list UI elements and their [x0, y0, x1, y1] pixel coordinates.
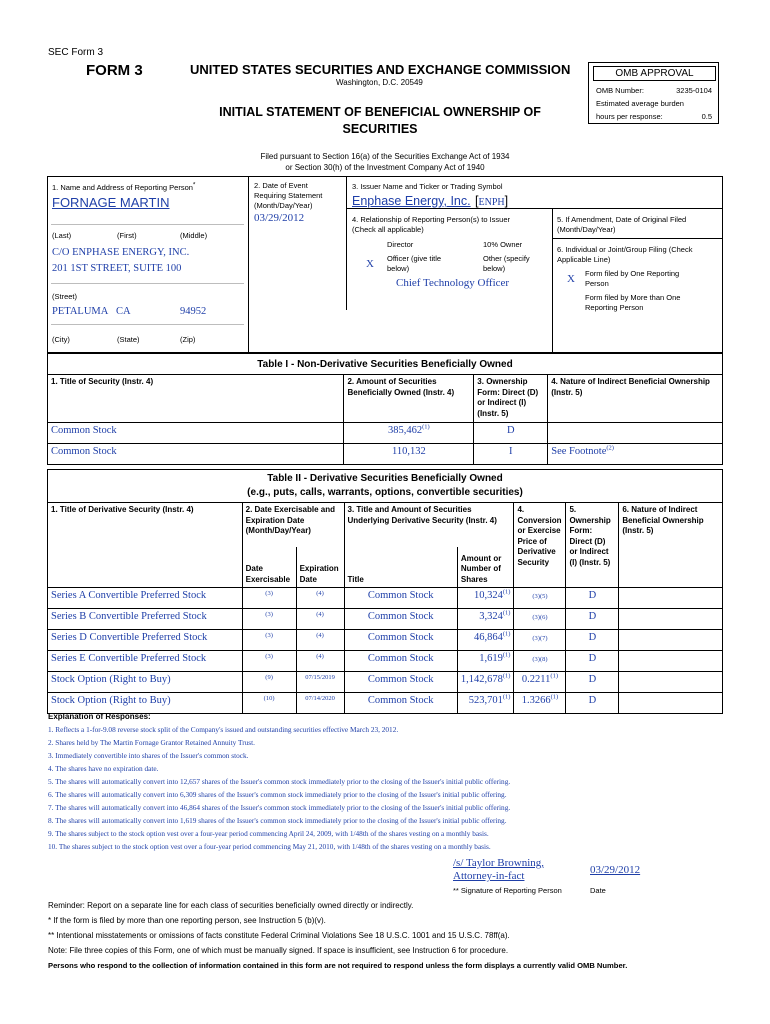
- box3-label: 3. Issuer Name and Ticker or Trading Symbol: [352, 182, 503, 191]
- derivative-title: Series E Convertible Preferred Stock: [48, 651, 243, 672]
- omb-approval-box: [588, 62, 719, 124]
- omb-hours-value: 0.5: [701, 112, 712, 121]
- underlying-amount: 3,324: [479, 611, 503, 622]
- expiration-date: (4): [296, 651, 344, 672]
- statement-line-1: INITIAL STATEMENT OF BENEFICIAL OWNERSHIP OF: [219, 105, 541, 119]
- security-title: Common Stock: [48, 423, 344, 444]
- ownership-form: D: [474, 423, 548, 444]
- box1-label: 1. Name and Address of Reporting Person*: [52, 181, 196, 192]
- table2-col3b: Amount or Number of Shares: [457, 547, 514, 588]
- underlying-amount: 1,142,678: [460, 674, 503, 685]
- explanation-item: 1. Reflects a 1-for-9.08 reverse stock split of the Company's issued and outstanding securities effective March 23, 2012.: [48, 725, 399, 734]
- derivative-title: Stock Option (Right to Buy): [48, 672, 243, 693]
- table1-col2: 2. Amount of Securities Beneficially Owned (Instr. 4): [344, 375, 474, 423]
- footer-notes: [48, 898, 728, 973]
- omb-approval-title: OMB APPROVAL: [593, 66, 716, 81]
- omb-number-value: 3235-0104: [676, 86, 712, 95]
- omb-hours-label: hours per response:: [596, 112, 663, 121]
- middle-label: (Middle): [180, 231, 208, 240]
- underlying-title: Common Stock: [344, 630, 457, 651]
- address-line-1: C/O ENPHASE ENERGY, INC.: [52, 247, 190, 258]
- explanation-item: 8. The shares will automatically convert into 1,619 shares of the Issuer's common stock immediately prior to the closing of the Issuer's initial public offering.: [48, 816, 507, 825]
- reporting-person-name[interactable]: FORNAGE MARTIN: [52, 195, 170, 210]
- filed-line-1: Filed pursuant to Section 16(a) of the Securities Exchange Act of 1934: [260, 152, 510, 161]
- table-row: Stock Option (Right to Buy) (9) 07/15/2019 Common Stock 1,142,678$^{(1)}$ 0.2211$^{(1)}$ D: [48, 672, 723, 693]
- officer-check-mark[interactable]: X: [366, 258, 374, 270]
- form-number: FORM 3: [86, 62, 143, 79]
- address-line-2: 201 1ST STREET, SUITE 100: [52, 263, 182, 274]
- box6-label: 6. Individual or Joint/Group Filing (Check Applicable Line): [557, 245, 693, 264]
- explanation-list: [48, 723, 718, 853]
- expiration-date: 07/15/2019: [296, 672, 344, 693]
- issuer-name-link[interactable]: Enphase Energy, Inc.: [352, 194, 471, 208]
- date-exercisable: (10): [242, 693, 296, 714]
- underlying-title: Common Stock: [344, 672, 457, 693]
- signature-name: /s/ Taylor Browning, Attorney-in-fact: [453, 857, 544, 882]
- box5-label: 5. If Amendment, Date of Original Filed (Month/Day/Year): [557, 215, 687, 234]
- derivative-title: Stock Option (Right to Buy): [48, 693, 243, 714]
- state-label: (State): [117, 335, 140, 344]
- date-exercisable: (3): [242, 588, 296, 609]
- footer-reminder: Reminder: Report on a separate line for each class of securities beneficially owned directly or indirectly.: [48, 901, 414, 910]
- footer-misstatements: ** Intentional misstatements or omissions of facts constitute Federal Criminal Violations See 18 U.S.C. 1001 and 15 U.S.C. 78ff(a).: [48, 931, 510, 940]
- exercise-price: 1.3266: [521, 695, 551, 706]
- date-label: Date: [590, 886, 606, 895]
- signature-label: ** Signature of Reporting Person: [453, 886, 562, 895]
- filed-line-2: or Section 30(h) of the Investment Company Act of 1940: [285, 162, 485, 172]
- derivative-title: Series B Convertible Preferred Stock: [48, 609, 243, 630]
- ownership-form: D: [566, 609, 619, 630]
- city-label: (City): [52, 335, 70, 344]
- commission-title: UNITED STATES SECURITIES AND EXCHANGE COMMISSION: [190, 62, 571, 77]
- security-amount: 110,132: [392, 446, 426, 457]
- commission-address: Washington, D.C. 20549: [336, 78, 423, 87]
- ten-pct-owner-option[interactable]: 10% Owner: [483, 240, 523, 249]
- ownership-form: D: [566, 651, 619, 672]
- date-exercisable: (3): [242, 609, 296, 630]
- zip-label: (Zip): [180, 335, 196, 344]
- event-date: 03/29/2012: [254, 212, 305, 224]
- table1-col4: 4. Nature of Indirect Beneficial Ownership (Instr. 5): [548, 375, 723, 423]
- table2-col6: 6. Nature of Indirect Beneficial Ownership (Instr. 5): [619, 503, 723, 588]
- underlying-title: Common Stock: [344, 588, 457, 609]
- explanation-item: 9. The shares subject to the stock option vest over a four-year period commencing April 24, 2009, with 1/48th of the shares vesting on a monthly basis.: [48, 829, 489, 838]
- date-exercisable: (3): [242, 630, 296, 651]
- underlying-title: Common Stock: [344, 609, 457, 630]
- other-option[interactable]: Other (specify below): [483, 254, 530, 273]
- date-exercisable: (9): [242, 672, 296, 693]
- table-derivative: [47, 469, 723, 714]
- footer-omb-notice: Persons who respond to the collection of information contained in this form are not required to respond unless the form displays a currently valid OMB Number.: [48, 961, 628, 970]
- ownership-form: I: [474, 444, 548, 465]
- exercise-price: (3)(7): [532, 635, 548, 642]
- one-person-option[interactable]: Form filed by One Reporting Person: [585, 269, 680, 288]
- security-title: Common Stock: [48, 444, 344, 465]
- derivative-title: Series A Convertible Preferred Stock: [48, 588, 243, 609]
- table-non-derivative: [47, 353, 723, 465]
- more-person-option[interactable]: Form filed by More than One Reporting Person: [585, 293, 681, 312]
- underlying-amount: 46,864: [474, 632, 503, 643]
- officer-title: Chief Technology Officer: [396, 277, 510, 289]
- signature-date: 03/29/2012: [590, 864, 641, 876]
- footer-file-copies: Note: File three copies of this Form, one of which must be manually signed. If space is insufficient, see Instruction 6 for procedure.: [48, 946, 509, 955]
- table1-col3: 3. Ownership Form: Direct (D) or Indirect (I) (Instr. 5): [474, 375, 548, 423]
- exercise-price: 0.2211: [521, 674, 551, 685]
- date-exercisable: (3): [242, 651, 296, 672]
- box2-label: 2. Date of Event Requiring Statement (Month/Day/Year): [254, 181, 323, 210]
- sec-form-label: SEC Form 3: [48, 47, 104, 58]
- omb-number-label: OMB Number:: [596, 86, 644, 95]
- underlying-title: Common Stock: [344, 651, 457, 672]
- ownership-form: D: [566, 588, 619, 609]
- explanation-item: 6. The shares will automatically convert into 6,309 shares of the Issuer's common stock immediately prior to the closing of the Issuer's initial public offering.: [48, 790, 507, 799]
- table2-col3a: Title: [344, 547, 457, 588]
- explanation-item: 4. The shares have no expiration date.: [48, 764, 159, 773]
- table-row: Series D Convertible Preferred Stock (3) (4) Common Stock 46,864$^{(1)}$ (3)(7) D: [48, 630, 723, 651]
- table2-col2a: Date Exercisable: [242, 547, 296, 588]
- underlying-amount: 523,701: [468, 695, 503, 706]
- explanation-item: 2. Shares held by The Martin Fornage Grantor Retained Annuity Trust.: [48, 738, 255, 747]
- statement-line-2: SECURITIES: [342, 122, 418, 136]
- underlying-title: Common Stock: [344, 693, 457, 714]
- street-label: (Street): [52, 292, 78, 301]
- last-label: (Last): [52, 231, 72, 240]
- expiration-date: 07/14/2020: [296, 693, 344, 714]
- exercise-price: (3)(5): [532, 593, 548, 600]
- explanation-item: 10. The shares subject to the stock option vest over a four-year period commencing May 21, 2010, with 1/48th of the shares vesting on a monthly basis.: [48, 842, 491, 851]
- underlying-amount: 1,619: [479, 653, 503, 664]
- derivative-title: Series D Convertible Preferred Stock: [48, 630, 243, 651]
- ownership-form: D: [566, 630, 619, 651]
- table-row: Stock Option (Right to Buy) (10) 07/14/2020 Common Stock 523,701$^{(1)}$ 1.3266$^{(1)}$ D: [48, 693, 723, 714]
- table-row: Series B Convertible Preferred Stock (3) (4) Common Stock 3,324$^{(1)}$ (3)(6) D: [48, 609, 723, 630]
- ticker-symbol: ENPH: [478, 197, 505, 208]
- expiration-date: (4): [296, 630, 344, 651]
- ownership-form: D: [566, 693, 619, 714]
- table2-title-1: Table II - Derivative Securities Beneficially Owned: [267, 473, 503, 484]
- table-row: Common Stock 385,462$^{(1)}$ D: [48, 423, 723, 444]
- first-label: (First): [117, 231, 137, 240]
- box4-label: 4. Relationship of Reporting Person(s) to Issuer (Check all applicable): [352, 215, 510, 234]
- table-row: Series E Convertible Preferred Stock (3) (4) Common Stock 1,619$^{(1)}$ (3)(8) D: [48, 651, 723, 672]
- explanation-item: 5. The shares will automatically convert into 12,657 shares of the Issuer's common stock immediately prior to the closing of the Issuer's initial public offering.: [48, 777, 511, 786]
- nature-footnote: See Footnote: [551, 446, 607, 457]
- table2-col1: 1. Title of Derivative Security (Instr. 4): [48, 503, 243, 588]
- officer-option[interactable]: Officer (give title below): [387, 254, 442, 273]
- exercise-price: (3)(6): [532, 614, 548, 621]
- footer-instruction: * If the form is filed by more than one reporting person, see Instruction 5 (b)(v).: [48, 916, 326, 925]
- ownership-form: D: [566, 672, 619, 693]
- table-row: Series A Convertible Preferred Stock (3) (4) Common Stock 10,324$^{(1)}$ (3)(5) D: [48, 588, 723, 609]
- table2-col2: 2. Date Exercisable and Expiration Date (Month/Day/Year): [242, 503, 344, 547]
- table2-title: [48, 470, 723, 503]
- statement-title: [190, 104, 570, 138]
- zip-value: 94952: [180, 306, 207, 317]
- table1-title: Table I - Non-Derivative Securities Beneficially Owned: [48, 354, 723, 375]
- filed-pursuant: [190, 152, 580, 173]
- table1-col1: 1. Title of Security (Instr. 4): [48, 375, 344, 423]
- omb-burden-label: Estimated average burden: [596, 99, 684, 108]
- table2-col4: 4. Conversion or Exercise Price of Derivative Security: [514, 503, 566, 588]
- explanation-item: 3. Immediately convertible into shares of the Issuer's common stock.: [48, 751, 249, 760]
- table2-title-2: (e.g., puts, calls, warrants, options, convertible securities): [247, 487, 523, 498]
- exercise-price: (3)(8): [532, 656, 548, 663]
- expiration-date: (4): [296, 588, 344, 609]
- director-option[interactable]: Director: [387, 240, 414, 249]
- table2-col5: 5. Ownership Form: Direct (D) or Indirect (I) (Instr. 5): [566, 503, 619, 588]
- one-person-check-mark[interactable]: X: [567, 273, 575, 285]
- table2-col3: 3. Title and Amount of Securities Underlying Derivative Security (Instr. 4): [344, 503, 514, 547]
- issuer-line: Enphase Energy, Inc. [ENPH]: [352, 194, 509, 208]
- explanation-item: 7. The shares will automatically convert into 46,864 shares of the Issuer's common stock immediately prior to the closing of the Issuer's initial public offering.: [48, 803, 511, 812]
- state-value: CA: [116, 306, 131, 317]
- underlying-amount: 10,324: [474, 590, 503, 601]
- table2-col2b: Expiration Date: [296, 547, 344, 588]
- table-row: Common Stock 110,132 I See Footnote$^{(2)}$: [48, 444, 723, 465]
- security-amount: 385,462: [388, 425, 423, 436]
- expiration-date: (4): [296, 609, 344, 630]
- city-value: PETALUMA: [52, 306, 109, 317]
- explanation-title: Explanation of Responses:: [48, 712, 151, 721]
